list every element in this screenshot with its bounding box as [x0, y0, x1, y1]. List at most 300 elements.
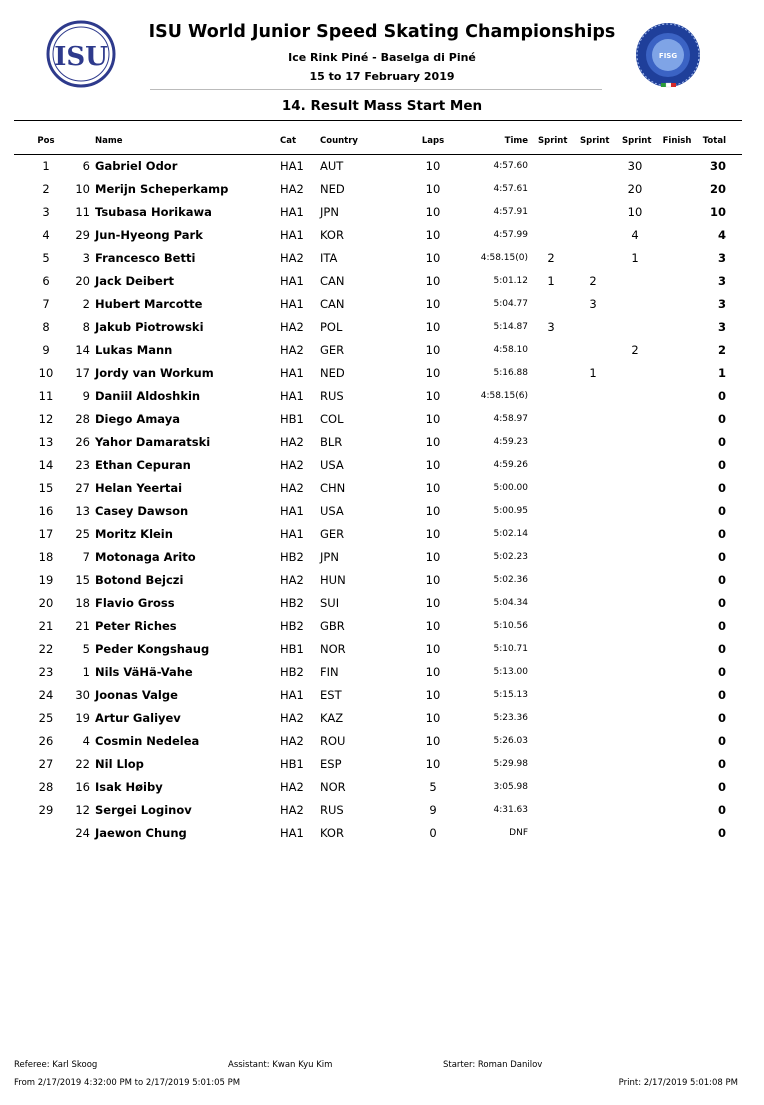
row-name: Casey Dawson [95, 504, 189, 518]
row-name: Jaewon Chung [95, 826, 187, 840]
row-start-number: 6 [82, 159, 90, 173]
row-start-number: 15 [75, 573, 90, 587]
row-time: 5:10.71 [493, 644, 528, 654]
row-time: 4:57.60 [493, 161, 528, 171]
row-category: HA2 [280, 734, 304, 748]
row-pos: 7 [42, 297, 50, 311]
row-laps: 10 [425, 343, 441, 357]
row-start-number: 12 [75, 803, 90, 817]
referee: Referee: Karl Skoog [14, 1060, 98, 1070]
row-category: HA2 [280, 320, 304, 334]
row-pos: 26 [38, 734, 54, 748]
table-row [0, 500, 764, 523]
row-name: Peter Riches [95, 619, 177, 633]
isu-logo-text: ISU [54, 42, 108, 72]
table-row [0, 454, 764, 477]
row-country: KOR [320, 228, 344, 242]
col-sprint-2: Sprint [580, 136, 610, 146]
row-total: 1 [717, 366, 726, 380]
race-period: From 2/17/2019 4:32:00 PM to 2/17/2019 5:01:05 PM [14, 1078, 241, 1088]
row-pos: 12 [38, 412, 54, 426]
row-pos: 1 [42, 159, 50, 173]
row-category: HA2 [280, 435, 304, 449]
row-pos: 19 [38, 573, 54, 587]
row-start-number: 30 [75, 688, 90, 702]
row-laps: 10 [425, 596, 441, 610]
row-category: HA2 [280, 182, 304, 196]
table-row [0, 155, 764, 178]
row-laps: 10 [425, 458, 441, 472]
row-pos: 23 [38, 665, 54, 679]
row-start-number: 7 [82, 550, 90, 564]
row-name: Isak Høiby [95, 780, 163, 794]
col-total: Total [702, 136, 726, 146]
row-category: HB2 [280, 665, 304, 679]
row-name: Hubert Marcotte [95, 297, 203, 311]
print-timestamp: Print: 2/17/2019 5:01:08 PM [618, 1078, 738, 1088]
row-laps: 10 [425, 251, 441, 265]
row-country: CAN [320, 274, 345, 288]
table-row [0, 615, 764, 638]
row-time: 3:05.98 [493, 782, 528, 792]
row-total: 0 [717, 711, 726, 725]
row-pos: 29 [38, 803, 54, 817]
row-total: 0 [717, 389, 726, 403]
table-row [0, 822, 764, 845]
row-sprint-3: 20 [627, 182, 643, 196]
row-time: 5:00.95 [493, 506, 528, 516]
row-time: 5:02.36 [493, 575, 528, 585]
row-pos: 20 [38, 596, 54, 610]
row-category: HA1 [280, 274, 304, 288]
row-laps: 10 [425, 159, 441, 173]
table-row [0, 408, 764, 431]
row-country: NED [320, 366, 345, 380]
row-country: KAZ [320, 711, 344, 725]
table-row [0, 799, 764, 822]
row-time: 5:26.03 [493, 736, 528, 746]
row-total: 0 [717, 527, 726, 541]
row-laps: 10 [425, 757, 441, 771]
row-country: POL [320, 320, 343, 334]
row-category: HA1 [280, 826, 304, 840]
row-time: 4:58.97 [493, 414, 528, 424]
row-sprint-2: 3 [589, 297, 597, 311]
row-pos: 17 [38, 527, 54, 541]
row-pos: 22 [38, 642, 54, 656]
row-pos: 24 [38, 688, 54, 702]
row-total: 0 [717, 573, 726, 587]
row-category: HA2 [280, 711, 304, 725]
row-time: 5:29.98 [493, 759, 528, 769]
row-time: DNF [509, 828, 528, 838]
row-name: Jun-Hyeong Park [95, 228, 203, 242]
row-start-number: 16 [75, 780, 90, 794]
row-total: 0 [717, 550, 726, 564]
row-start-number: 11 [75, 205, 90, 219]
row-name: Ethan Cepuran [95, 458, 191, 472]
table-row [0, 684, 764, 707]
row-start-number: 8 [82, 320, 90, 334]
row-start-number: 20 [75, 274, 90, 288]
row-pos: 27 [38, 757, 54, 771]
row-country: JPN [320, 205, 339, 219]
row-category: HA1 [280, 504, 304, 518]
row-sprint-1: 1 [547, 274, 555, 288]
col-finish: Finish [662, 136, 692, 146]
row-start-number: 1 [82, 665, 90, 679]
table-row [0, 293, 764, 316]
row-laps: 10 [425, 205, 441, 219]
row-total: 0 [717, 481, 726, 495]
row-total: 30 [709, 159, 726, 173]
row-start-number: 14 [75, 343, 90, 357]
row-time: 4:57.91 [493, 207, 528, 217]
row-pos: 6 [42, 274, 50, 288]
row-category: HB2 [280, 596, 304, 610]
row-name: Lukas Mann [95, 343, 173, 357]
row-start-number: 26 [75, 435, 90, 449]
row-category: HB2 [280, 619, 304, 633]
row-category: HA1 [280, 366, 304, 380]
row-name: Yahor Damaratski [95, 435, 211, 449]
row-start-number: 18 [75, 596, 90, 610]
row-total: 0 [717, 734, 726, 748]
row-country: RUS [320, 803, 344, 817]
row-pos: 5 [42, 251, 50, 265]
row-total: 0 [717, 826, 726, 840]
table-row [0, 569, 764, 592]
row-name: Nil Llop [95, 757, 144, 771]
row-total: 2 [717, 343, 726, 357]
row-start-number: 13 [75, 504, 90, 518]
row-pos: 10 [38, 366, 54, 380]
row-name: Joonas Valge [95, 688, 178, 702]
row-country: BLR [320, 435, 343, 449]
row-country: CHN [320, 481, 346, 495]
table-row [0, 362, 764, 385]
row-name: Cosmin Nedelea [95, 734, 200, 748]
row-laps: 10 [425, 527, 441, 541]
row-start-number: 2 [82, 297, 90, 311]
row-total: 3 [717, 297, 726, 311]
row-name: Francesco Betti [95, 251, 196, 265]
row-time: 4:58.10 [493, 345, 528, 355]
row-total: 0 [717, 435, 726, 449]
row-pos: 2 [42, 182, 50, 196]
row-category: HB1 [280, 757, 304, 771]
row-time: 5:16.88 [493, 368, 528, 378]
row-country: ITA [320, 251, 338, 265]
row-time: 4:58.15(0) [480, 253, 528, 263]
divider [150, 89, 602, 90]
row-sprint-3: 30 [627, 159, 643, 173]
col-name: Name [95, 136, 123, 146]
row-country: FIN [320, 665, 339, 679]
row-laps: 10 [425, 274, 441, 288]
row-time: 5:00.00 [493, 483, 528, 493]
row-start-number: 4 [82, 734, 90, 748]
row-country: EST [320, 688, 342, 702]
row-name: Tsubasa Horikawa [95, 205, 212, 219]
row-country: GBR [320, 619, 345, 633]
table-row [0, 523, 764, 546]
row-sprint-3: 2 [631, 343, 639, 357]
row-laps: 5 [429, 780, 437, 794]
row-country: NOR [320, 642, 346, 656]
row-pos: 18 [38, 550, 54, 564]
row-start-number: 24 [75, 826, 90, 840]
table-row [0, 661, 764, 684]
row-category: HA1 [280, 688, 304, 702]
table-row [0, 546, 764, 569]
row-name: Peder Kongshaug [95, 642, 210, 656]
divider [14, 120, 742, 121]
table-row [0, 247, 764, 270]
starter: Starter: Roman Danilov [443, 1060, 543, 1070]
table-row [0, 730, 764, 753]
row-laps: 9 [429, 803, 437, 817]
table-row [0, 316, 764, 339]
row-laps: 10 [425, 734, 441, 748]
row-time: 4:59.23 [493, 437, 528, 447]
row-start-number: 29 [75, 228, 90, 242]
row-laps: 10 [425, 481, 441, 495]
row-total: 0 [717, 780, 726, 794]
row-total: 3 [717, 274, 726, 288]
row-time: 5:02.23 [493, 552, 528, 562]
row-laps: 0 [429, 826, 437, 840]
row-name: Nils VäHä-Vahe [95, 665, 193, 679]
row-laps: 10 [425, 182, 441, 196]
row-category: HA2 [280, 803, 304, 817]
results-table [0, 155, 764, 845]
row-category: HA1 [280, 159, 304, 173]
row-laps: 10 [425, 366, 441, 380]
row-name: Moritz Klein [95, 527, 173, 541]
row-total: 20 [709, 182, 726, 196]
row-category: HA2 [280, 458, 304, 472]
row-country: USA [320, 504, 344, 518]
row-time: 5:04.77 [493, 299, 528, 309]
row-time: 5:04.34 [493, 598, 528, 608]
row-time: 5:13.00 [493, 667, 528, 677]
col-cat: Cat [280, 136, 297, 146]
row-start-number: 5 [82, 642, 90, 656]
row-laps: 10 [425, 573, 441, 587]
row-country: GER [320, 343, 345, 357]
row-pos: 15 [38, 481, 54, 495]
row-time: 5:10.56 [493, 621, 528, 631]
row-category: HA1 [280, 389, 304, 403]
row-start-number: 22 [75, 757, 90, 771]
row-pos: 8 [42, 320, 50, 334]
col-laps: Laps [421, 136, 445, 146]
row-pos: 14 [38, 458, 54, 472]
row-total: 0 [717, 688, 726, 702]
row-laps: 10 [425, 435, 441, 449]
row-pos: 11 [38, 389, 54, 403]
row-name: Artur Galiyev [95, 711, 181, 725]
row-laps: 10 [425, 504, 441, 518]
table-row [0, 431, 764, 454]
row-country: NED [320, 182, 345, 196]
row-start-number: 25 [75, 527, 90, 541]
row-time: 4:31.63 [493, 805, 528, 815]
row-start-number: 9 [82, 389, 90, 403]
row-laps: 10 [425, 619, 441, 633]
row-time: 5:02.14 [493, 529, 528, 539]
table-row [0, 776, 764, 799]
assistant: Assistant: Kwan Kyu Kim [228, 1060, 333, 1070]
row-total: 0 [717, 412, 726, 426]
row-total: 0 [717, 458, 726, 472]
table-row [0, 224, 764, 247]
row-total: 0 [717, 803, 726, 817]
row-start-number: 10 [75, 182, 90, 196]
row-time: 5:01.12 [493, 276, 528, 286]
row-total: 0 [717, 596, 726, 610]
row-sprint-3: 4 [631, 228, 639, 242]
row-start-number: 19 [75, 711, 90, 725]
row-sprint-1: 3 [547, 320, 555, 334]
row-start-number: 23 [75, 458, 90, 472]
row-name: Gabriel Odor [95, 159, 178, 173]
row-name: Helan Yeertai [95, 481, 183, 495]
row-total: 0 [717, 757, 726, 771]
row-category: HA1 [280, 228, 304, 242]
row-pos: 16 [38, 504, 54, 518]
row-category: HB1 [280, 642, 304, 656]
fisg-logo-text: FISG [658, 52, 678, 60]
table-row [0, 753, 764, 776]
col-sprint-3: Sprint [622, 136, 652, 146]
row-laps: 10 [425, 711, 441, 725]
row-laps: 10 [425, 642, 441, 656]
venue: Ice Rink Piné - Baselga di Piné [288, 51, 476, 64]
row-pos: 21 [38, 619, 54, 633]
row-category: HA2 [280, 573, 304, 587]
table-row [0, 477, 764, 500]
row-time: 4:57.61 [493, 184, 528, 194]
table-row [0, 178, 764, 201]
row-total: 0 [717, 665, 726, 679]
row-laps: 10 [425, 665, 441, 679]
col-country: Country [320, 136, 358, 146]
col-time: Time [504, 136, 528, 146]
row-name: Motonaga Arito [95, 550, 196, 564]
row-country: KOR [320, 826, 344, 840]
table-row [0, 201, 764, 224]
row-country: GER [320, 527, 345, 541]
row-country: NOR [320, 780, 346, 794]
row-laps: 10 [425, 688, 441, 702]
row-total: 3 [717, 251, 726, 265]
row-pos: 4 [42, 228, 50, 242]
row-total: 0 [717, 619, 726, 633]
row-country: ROU [320, 734, 346, 748]
row-country: COL [320, 412, 344, 426]
row-laps: 10 [425, 228, 441, 242]
col-pos: Pos [37, 136, 55, 146]
row-pos: 28 [38, 780, 54, 794]
row-laps: 10 [425, 550, 441, 564]
row-category: HB1 [280, 412, 304, 426]
row-total: 4 [717, 228, 726, 242]
table-header [0, 136, 764, 150]
row-time: 4:58.15(6) [480, 391, 528, 401]
row-laps: 10 [425, 297, 441, 311]
row-laps: 10 [425, 320, 441, 334]
row-pos: 9 [42, 343, 50, 357]
row-country: AUT [320, 159, 344, 173]
row-start-number: 3 [82, 251, 90, 265]
table-row [0, 270, 764, 293]
table-row [0, 385, 764, 408]
row-laps: 10 [425, 389, 441, 403]
table-row [0, 707, 764, 730]
row-category: HA2 [280, 251, 304, 265]
row-category: HB2 [280, 550, 304, 564]
row-country: HUN [320, 573, 346, 587]
event-dates: 15 to 17 February 2019 [309, 70, 455, 83]
row-category: HA1 [280, 527, 304, 541]
row-name: Jack Deibert [95, 274, 174, 288]
row-name: Diego Amaya [95, 412, 180, 426]
row-sprint-2: 1 [589, 366, 597, 380]
row-name: Merijn Scheperkamp [95, 182, 229, 196]
row-total: 10 [709, 205, 726, 219]
row-name: Jakub Piotrowski [95, 320, 204, 334]
row-start-number: 17 [75, 366, 90, 380]
row-country: SUI [320, 596, 340, 610]
row-name: Daniil Aldoshkin [95, 389, 201, 403]
row-sprint-3: 10 [627, 205, 643, 219]
row-name: Botond Bejczi [95, 573, 184, 587]
row-time: 4:57.99 [493, 230, 528, 240]
row-pos: 3 [42, 205, 50, 219]
row-category: HA2 [280, 481, 304, 495]
row-total: 0 [717, 642, 726, 656]
row-category: HA1 [280, 297, 304, 311]
section-title: 14. Result Mass Start Men [281, 98, 483, 114]
row-category: HA1 [280, 205, 304, 219]
row-total: 0 [717, 504, 726, 518]
row-category: HA2 [280, 780, 304, 794]
row-pos: 13 [38, 435, 54, 449]
row-country: RUS [320, 389, 344, 403]
row-sprint-3: 1 [631, 251, 639, 265]
col-sprint-1: Sprint [538, 136, 568, 146]
row-time: 4:59.26 [493, 460, 528, 470]
row-laps: 10 [425, 412, 441, 426]
row-country: JPN [320, 550, 339, 564]
row-start-number: 21 [75, 619, 90, 633]
row-name: Flavio Gross [95, 596, 175, 610]
row-pos: 25 [38, 711, 54, 725]
row-country: USA [320, 458, 344, 472]
page-title: ISU World Junior Speed Skating Championships [148, 22, 616, 42]
table-row [0, 638, 764, 661]
row-name: Sergei Loginov [95, 803, 192, 817]
row-start-number: 27 [75, 481, 90, 495]
row-name: Jordy van Workum [95, 366, 214, 380]
table-row [0, 592, 764, 615]
row-sprint-1: 2 [547, 251, 555, 265]
row-sprint-2: 2 [589, 274, 597, 288]
table-row [0, 339, 764, 362]
row-time: 5:23.36 [493, 713, 528, 723]
